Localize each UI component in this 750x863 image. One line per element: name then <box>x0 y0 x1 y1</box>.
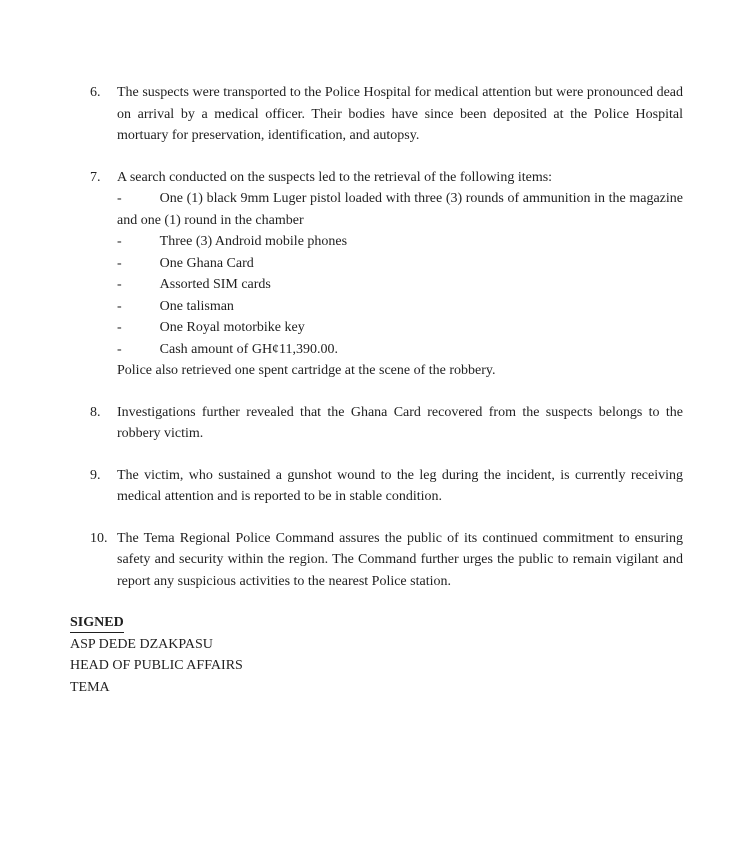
sub-item-text: One talisman <box>159 298 234 314</box>
sub-item-text: Assorted SIM cards <box>159 277 271 292</box>
dash-bullet: - <box>117 234 122 249</box>
dash-bullet: - <box>117 298 122 314</box>
list-item-7 <box>90 167 683 382</box>
item-footer-text: Police also retrieved one spent cartridge at the scene of the robbery. <box>117 363 496 378</box>
dash-bullet: - <box>117 191 122 206</box>
item-text: A search conducted on the suspects led to the retrieval of the following items: <box>117 169 553 185</box>
item-text: The Tema Regional Police Command assures the public of its continued commitment to ensuring safety and security within the region. The Command further urges the public to remain vigilant and report any suspicious activities to the nearest Police station. <box>117 530 683 589</box>
list-item-6 <box>90 82 683 147</box>
sub-item-cash <box>117 339 683 361</box>
sub-item-pistol <box>117 188 683 231</box>
sub-item-motorbike-key <box>117 317 683 339</box>
item-number: 9. <box>90 467 101 483</box>
dash-bullet: - <box>117 277 122 292</box>
item-text: The victim, who sustained a gunshot wound to the leg during the incident, is currently receiving medical attention and is reported to be in stable condition. <box>117 467 683 504</box>
item-number: 6. <box>90 85 101 100</box>
item-body <box>117 167 683 382</box>
signature-block <box>70 612 683 698</box>
sub-item-text: Cash amount of GH¢11,390.00. <box>159 341 339 357</box>
signature-title: HEAD OF PUBLIC AFFAIRS <box>70 658 243 673</box>
signature-name: ASP DEDE DZAKPASU <box>70 636 213 652</box>
list-item-10 <box>90 528 683 593</box>
signed-label-row <box>70 612 683 634</box>
sub-item-sim-cards <box>117 274 683 296</box>
dash-bullet: - <box>117 341 122 357</box>
signature-location: TEMA <box>70 679 110 695</box>
sub-item-text: One Royal motorbike key <box>159 320 305 335</box>
signed-label: SIGNED <box>70 613 124 633</box>
numbered-list <box>90 82 683 592</box>
list-item-8 <box>90 402 683 445</box>
item-text: Investigations further revealed that the Ghana Card recovered from the suspects belongs to the robbery victim. <box>117 404 683 441</box>
sub-item-phones <box>117 231 683 253</box>
sub-item-text: One (1) black 9mm Luger pistol loaded with three (3) rounds of ammunition in the magazine and one (1) round in the chamber <box>117 191 683 228</box>
sub-item-text: One Ghana Card <box>159 255 254 271</box>
item-number: 10. <box>90 530 108 546</box>
item-number: 8. <box>90 404 101 420</box>
item-text: The suspects were transported to the Police Hospital for medical attention but were pronounced dead on arrival by a medical officer. Their bodies have since been deposited at the Police Hospital mortuary for preservation, identification, and autopsy. <box>117 85 683 143</box>
dash-bullet: - <box>117 320 122 335</box>
dash-bullet: - <box>117 255 122 271</box>
sub-item-talisman <box>117 296 683 318</box>
sub-item-ghana-card <box>117 253 683 275</box>
sub-item-text: Three (3) Android mobile phones <box>159 234 348 249</box>
list-item-9 <box>90 465 683 508</box>
item-number: 7. <box>90 169 101 185</box>
